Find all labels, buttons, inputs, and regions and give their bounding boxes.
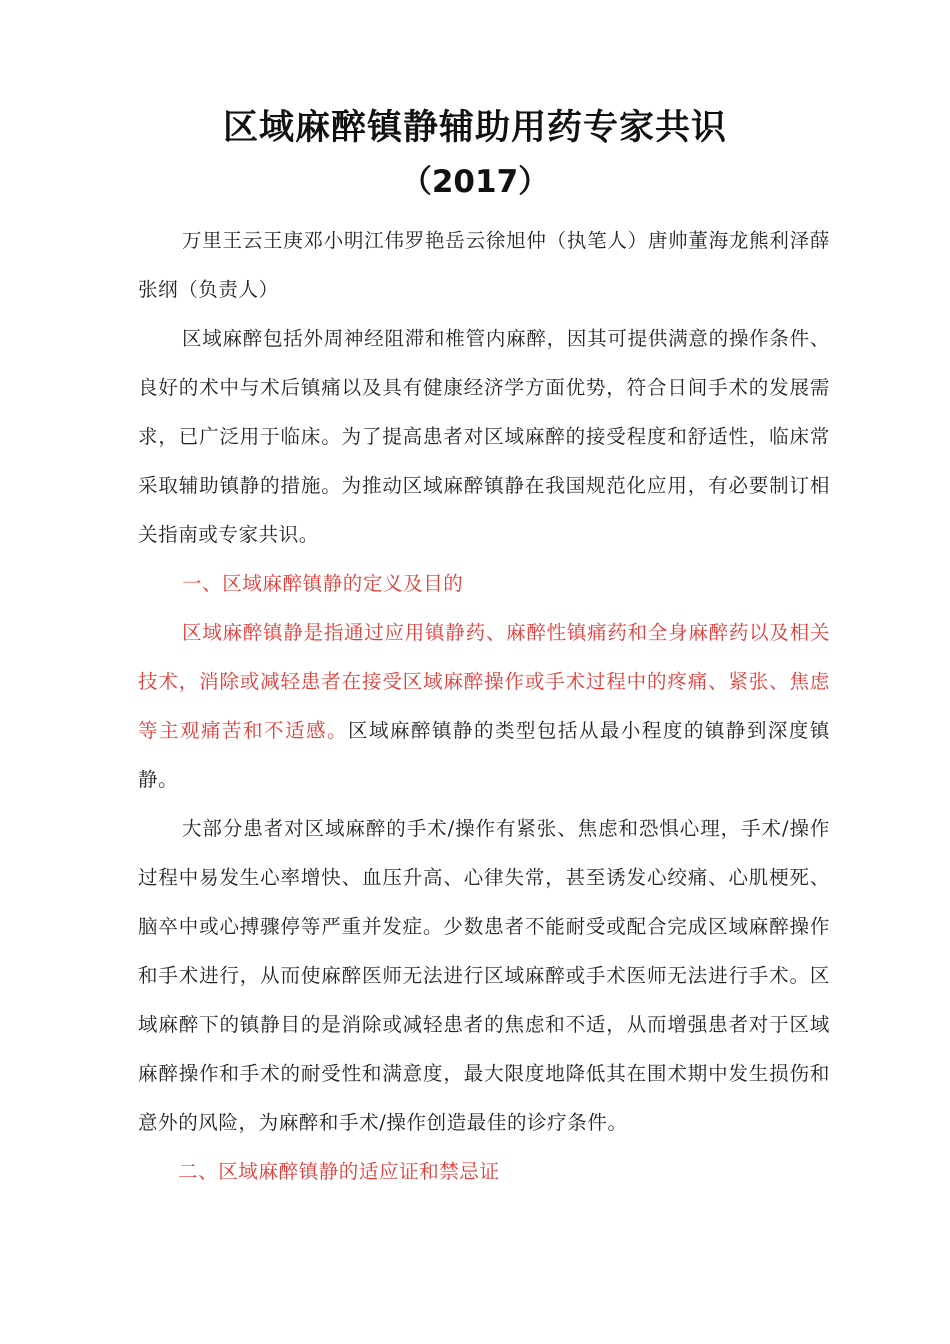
- section-2-heading: 二、区域麻醉镇静的适应证和禁忌证: [178, 1160, 500, 1183]
- purpose-paragraph: 大部分患者对区域麻醉的手术/操作有紧张、焦虑和恐惧心理，手术/操作过程中易发生心率增快、血压升高、心律失常，甚至诱发心绞痛、心肌梗死、脑卒中或心搏骤停等严重并发症。少数患者不能耐受或配合完成区域麻醉操作和手术进行，从而使麻醉医师无法进行区域麻醉或手术医师无法进行手术。区域麻醉下的镇静目的是消除或减轻患者的焦虑和不适，从而增强患者对于区域麻醉操作和手术的耐受性和满意度，最大限度地降低其在围术期中发生损伤和意外的风险，为麻醉和手术/操作创造最佳的诊疗条件。: [138, 817, 830, 1134]
- definition-paragraph: [138, 608, 830, 804]
- definition-highlight: 区域麻醉镇静是指通过应用镇静药、麻醉性镇痛药和全身麻醉药以及相关技术，消除或减轻患者在接受区域麻醉操作或手术过程中的疼痛、紧张、焦虑等主观痛苦和不适感。: [138, 621, 830, 742]
- definition-continuation: 区域麻醉镇静的类型包括从最小程度的镇静到深度镇静。: [138, 719, 830, 791]
- section-1-heading: 一、区域麻醉镇静的定义及目的: [182, 572, 464, 595]
- document-title: 区域麻醉镇静辅助用药专家共识: [222, 108, 727, 148]
- intro-paragraph: 区域麻醉包括外周神经阻滞和椎管内麻醉，因其可提供满意的操作条件、良好的术中与术后镇痛以及具有健康经济学方面优势，符合日间手术的发展需求，已广泛用于临床。为了提高患者对区域麻醉的接受程度和舒适性，临床常采取辅助镇静的措施。为推动区域麻醉镇静在我国规范化应用，有必要制订相关指南或专家共识。: [138, 327, 830, 546]
- document-year: （2017）: [400, 164, 550, 200]
- author-list: 万里王云王庚邓小明江伟罗艳岳云徐旭仲（执笔人）唐帅董海龙熊利泽薛张纲（负责人）: [138, 229, 830, 301]
- document-body: [138, 216, 830, 1196]
